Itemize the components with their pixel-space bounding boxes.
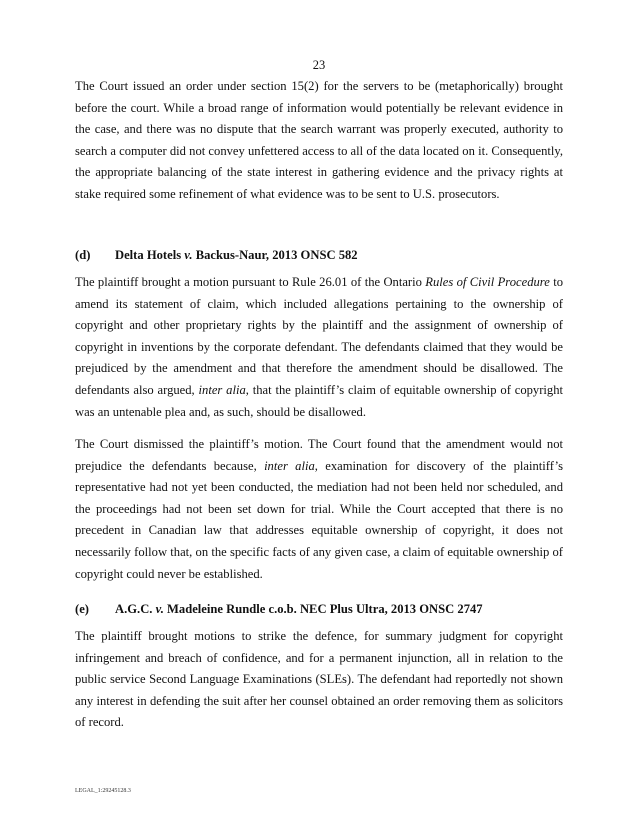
heading-party: Delta Hotels: [115, 248, 182, 262]
italic-run: inter alia: [264, 458, 315, 473]
heading-number: (e): [75, 602, 89, 616]
paragraph-search-warrant: The Court issued an order under section 15(2) for the servers to be (metaphorically) brought before the court. While a broad range of information would potentially be relevant evidence in the case, and there was no dispute that the search warrant was properly executed, authority to search a computer did not convey unfettered access to all of the data located on it. Consequently, the appropriate balancing of the state interest in gathering evidence and the privacy rights at stake required some refinement of what evidence was to be sent to U.S. prosecutors.: [75, 79, 563, 201]
heading-agc-rundle: [75, 602, 563, 617]
italic-run: Rules of Civil Procedure: [425, 275, 550, 289]
heading-versus: v.: [184, 248, 193, 262]
text-run: The Court dismissed the plaintiff’s motion. The Court found that the amendment would not prejudice the defendants because,: [75, 437, 563, 473]
text-run: to amend its statement of claim, which included allegations pertaining to the ownership of copyright and other proprietary rights by the plaintiff and the assignment of ownership of copyright in inventions by the corporate defendant. The defendants claimed that they would be prejudiced by the amendment and that therefore the amendment should be disallowed. The defendants also argued,: [75, 275, 563, 397]
document-reference: LEGAL_1:29245128.3: [75, 788, 131, 794]
heading-versus: v.: [155, 602, 164, 616]
text-run: , examination for discovery of the plaintiff’s representative had not yet been conducted, the mediation had not been held nor scheduled, and the proceedings had not been set down for trial. While the Court accepted that there is no precedent in Canadian law that addresses equitable ownership of copyright, it does not necessarily follow that, on the specific facts of any given case, a claim of equitable ownership of copyright could never be established.: [75, 458, 564, 581]
paragraph-delta-dismissed: [75, 434, 563, 585]
heading-party: A.G.C.: [115, 602, 153, 616]
paragraph-delta-motion: [75, 272, 563, 423]
heading-citation: Madeleine Rundle c.o.b. NEC Plus Ultra, 2013 ONSC 2747: [167, 602, 483, 616]
heading-delta-hotels: [75, 248, 563, 263]
text-run: The plaintiff brought a motion pursuant to Rule 26.01 of the Ontario: [75, 275, 426, 289]
paragraph-rundle-motions: The plaintiff brought motions to strike the defence, for summary judgment for copyright infringement and breach of confidence, and for a permanent injunction, all in relation to the public service Second Language Examinations (SLEs). The defendant had reportedly not shown any interest in defending the suit after her counsel obtained an order removing them as solicitors of record.: [75, 629, 563, 730]
page-number: 23: [312, 58, 326, 72]
heading-citation: Backus-Naur, 2013 ONSC 582: [195, 248, 358, 262]
text-run: , that the plaintiff’s claim of equitable ownership of copyright was an untenable plea and, as such, should be disallowed.: [75, 382, 564, 419]
italic-run: inter alia: [198, 382, 246, 397]
heading-number: (d): [75, 248, 91, 262]
